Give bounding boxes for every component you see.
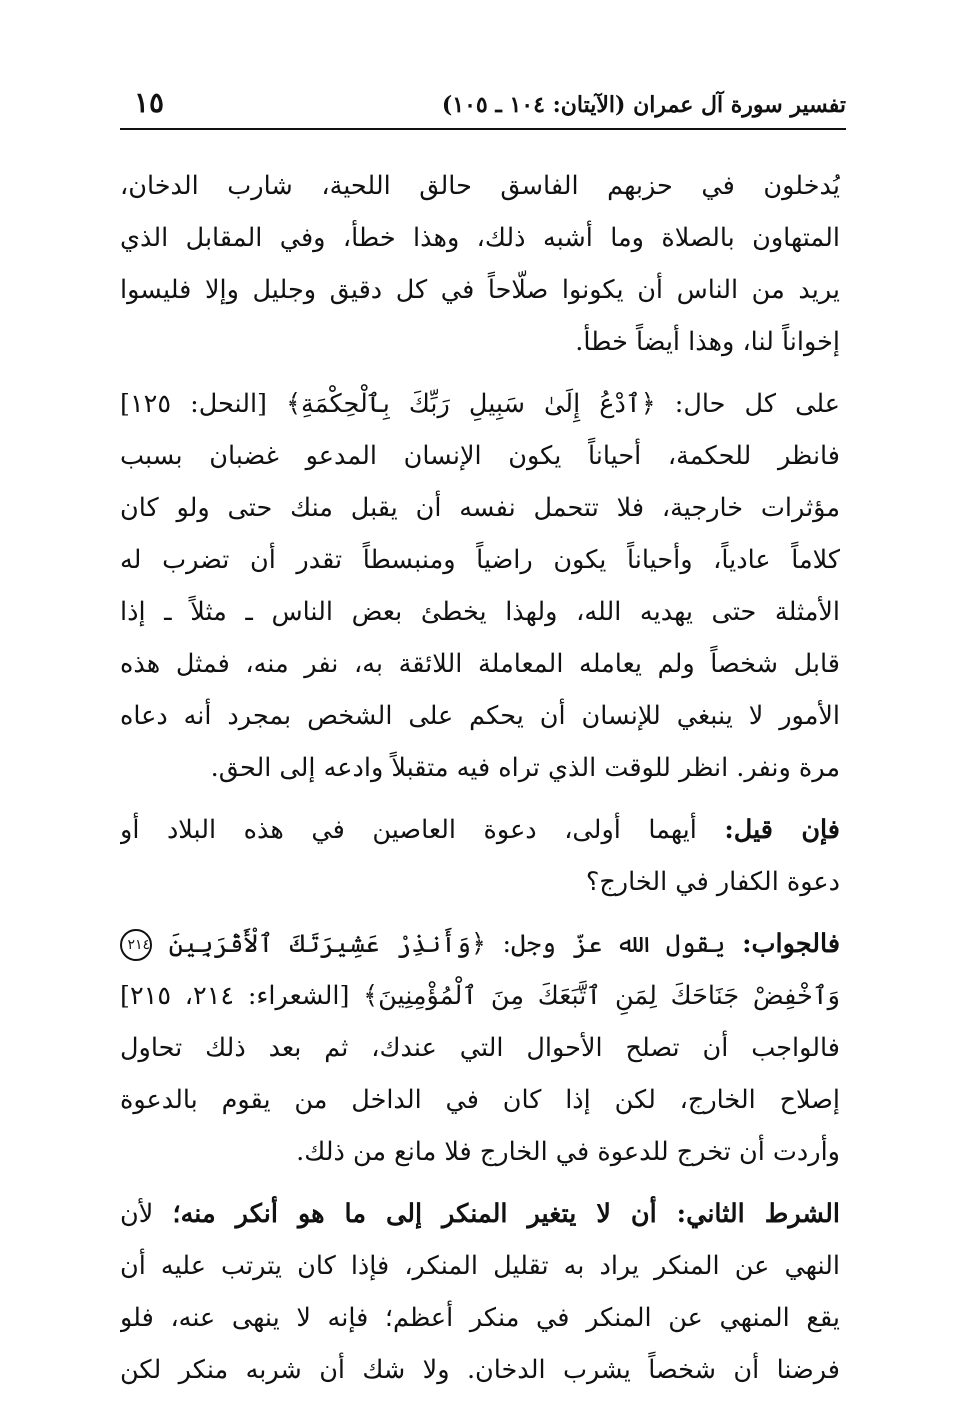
text-line: فانظر للحكمة، أحياناً يكون الإنسان المدعو غضبان بسبب	[120, 441, 840, 471]
running-header	[120, 84, 846, 130]
text-line: يريد من الناس أن يكونوا صلّاحاً في كل دقيق وجليل وإلا فليسوا	[120, 275, 840, 305]
text-line: على كل حال: ﴿ٱدْعُ إِلَىٰ سَبِيلِ رَبِّكَ بِٱلْحِكْمَةِ﴾ [النحل: ١٢٥]	[120, 389, 840, 419]
text-line: فرضنا أن شخصاً يشرب الدخان. ولا شك أن شربه منكر لكن	[120, 1355, 840, 1385]
text-line: النهي عن المنكر يراد به تقليل المنكر، فإذا كان يترتب عليه أن	[120, 1251, 840, 1281]
paragraph-2	[120, 378, 840, 794]
paragraph-second-condition	[120, 1188, 840, 1396]
body-text	[120, 160, 840, 1406]
text-line: الأمثلة حتى يهديه الله، ولهذا يخطئ بعض الناس ـ مثلاً ـ إذا	[120, 597, 840, 627]
text-line: الأمور لا ينبغي للإنسان أن يحكم على الشخص بمجرد أنه دعاه	[120, 701, 840, 731]
text-line: المتهاون بالصلاة وما أشبه ذلك، وهذا خطأ، وفي المقابل الذي	[120, 223, 840, 253]
text-line: فالواجب أن تصلح الأحوال التي عندك، ثم بعد ذلك تحاول	[120, 1033, 840, 1063]
page-number: ١٥	[134, 86, 165, 119]
text-line: إخواناً لنا، وهذا أيضاً خطأ.	[575, 327, 840, 357]
text-line: يُدخلون في حزبهم الفاسق حالق اللحية، شارب الدخان،	[120, 171, 840, 201]
paragraph-1	[120, 160, 840, 368]
answer-lead: فالجواب:	[742, 929, 840, 959]
text-run: لأن	[120, 1199, 173, 1229]
text-line	[120, 918, 840, 970]
text-line: إصلاح الخارج، لكن إذا كان في الداخل من يقوم بالدعوة	[120, 1085, 840, 1115]
text-line: دعوة الكفار في الخارج؟	[585, 867, 840, 897]
ayah-number-mark: ٢١٤	[120, 929, 152, 961]
text-line	[120, 804, 840, 856]
question-lead: فإن قيل:	[724, 815, 840, 845]
text-line: وَٱخْفِضْ جَنَاحَكَ لِمَنِ ٱتَّبَعَكَ مِنَ ٱلْمُؤْمِنِينَ﴾ [الشعراء: ٢١٤، ٢١٥]	[120, 981, 840, 1011]
text-line: يقع المنهي عن المنكر في منكر أعظم؛ فإنه لا ينهى عنه، فلو	[120, 1303, 840, 1333]
header-title: تفسير سورة آل عمران (الآيتان: ١٠٤ ـ ١٠٥)	[441, 92, 846, 118]
text-line: قابل شخصاً ولم يعامله المعاملة اللائقة به، نفر منه، فمثل هذه	[120, 649, 840, 679]
text-line: كلاماً عادياً، وأحياناً يكون راضياً ومنبسطاً تقدر أن تضرب له	[120, 545, 840, 575]
text-run: يقول الله عزّ وجل: ﴿وَأَنذِرْ عَشِيرَتَكَ ٱلْأَقْرَبِينَ	[168, 929, 743, 959]
text-line: مؤثرات خارجية، فلا تتحمل نفسه أن يقبل منك حتى ولو كان	[120, 493, 840, 523]
text-line: وأردت أن تخرج للدعوة في الخارج فلا مانع من ذلك.	[296, 1137, 840, 1167]
text-line	[120, 1188, 840, 1240]
text-run: أيهما أولى، دعوة العاصين في هذه البلاد أو	[120, 815, 725, 845]
paragraph-answer	[120, 918, 840, 1178]
paragraph-question	[120, 804, 840, 908]
text-line: مرة ونفر. انظر للوقت الذي تراه فيه متقبلاً وادعه إلى الحق.	[210, 753, 840, 783]
condition-lead: الشرط الثاني: أن لا يتغير المنكر إلى ما هو أنكر منه؛	[172, 1199, 840, 1229]
